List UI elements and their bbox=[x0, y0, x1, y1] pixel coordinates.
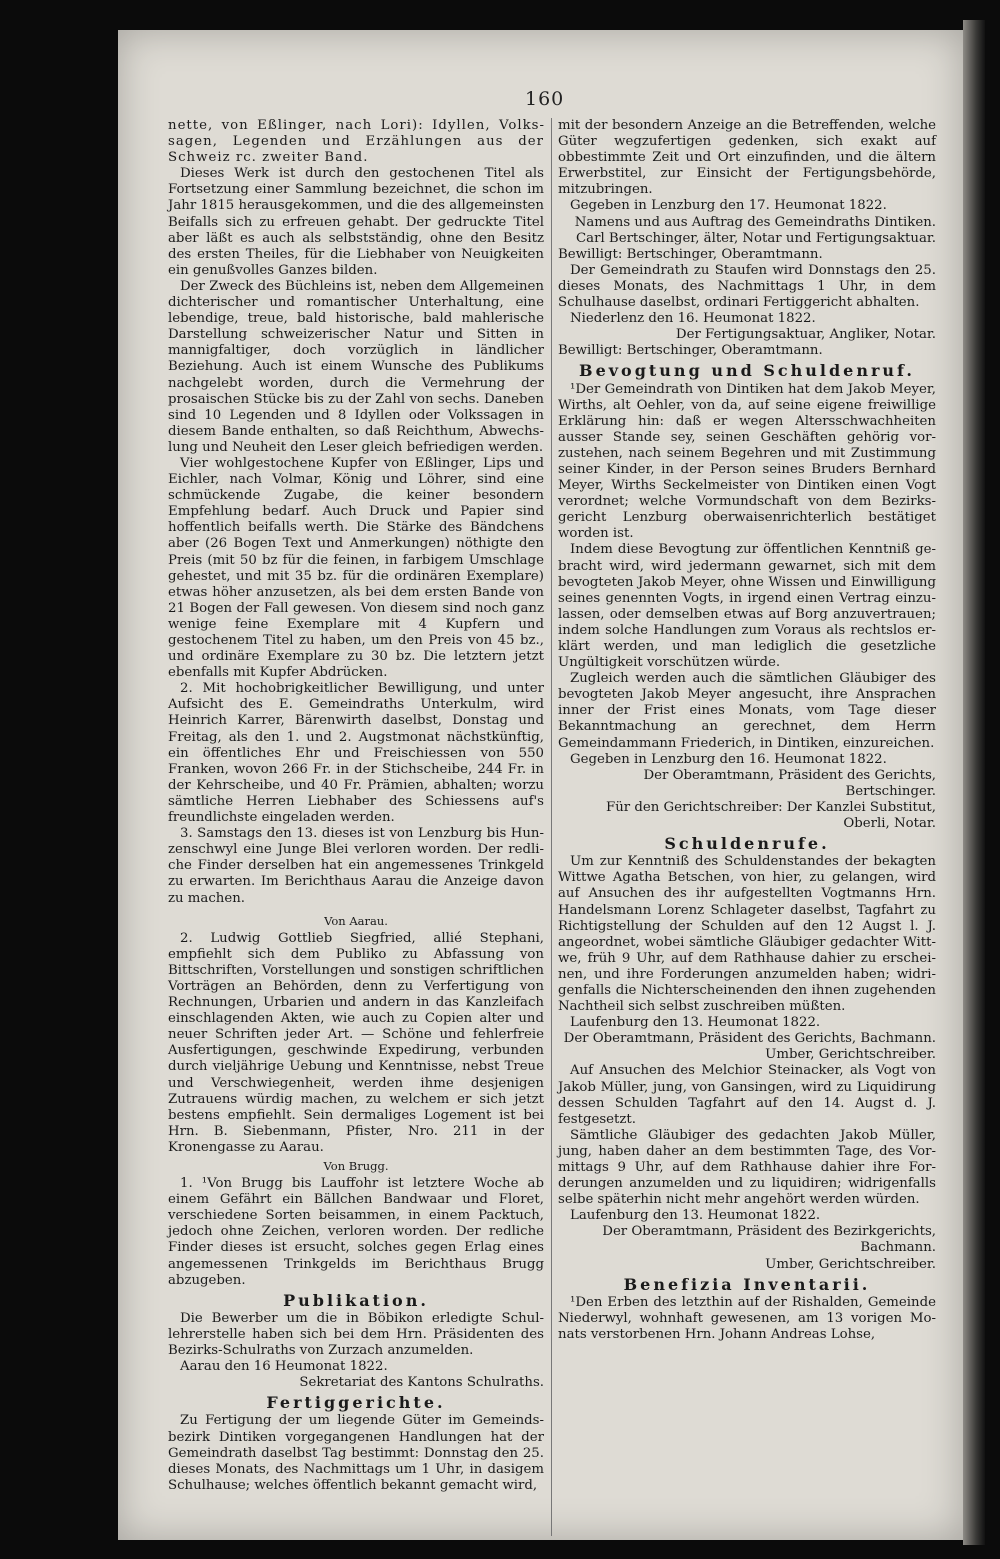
notice-lost-package: 1. ¹Von Brugg bis Lauffohr ist letztere Woche ab einem Gefährt ein Bällchen Bandwaar und Floret, verschiedene Sorten beisammen, in einem Packtuch, jedoch ohne Zeichen, verloren worden. Der redliche Finder dieses ist ersucht, solches gegen Erlag eines angemessenen Trinkgelds im Berichthaus Brugg abzugeben. bbox=[168, 1176, 544, 1288]
paragraph: Zu Fertigung der um liegende Güter im Gemeindsbezirk Dintiken vorgegangenen Handlungen hat der Gemeindrath daselbst Tag bestimmt: Donnstag den 25. dieses Monats, des Nachmittags um 1 Uhr, in dasigem Schulhause; welches öffentlich bekannt gemacht wird, bbox=[168, 1413, 544, 1493]
paragraph: Vier wohlgestochene Kupfer von Eßlinger, Lips und Eichler, nach Volmar, König und Löhrer, sind eine schmückende Zugabe, die keiner besondern Empfehlung bedarf. Auch Druck und Papier sind hoffentlich beifalls werth. Die Stärke des Bändchens aber (26 Bogen Text und Anmerkungen) nöthigte den Preis (mit 50 bz für die feinen, in farbigem Umschlage gehestet, und mit 35 bz. für die ordinären Exemplare) etwas höher anzusetzen, als bei dem ersten Bande von 21 Bogen der Fall gewesen. Von diesem sind noch ganz wenige feine Exemplare mit 4 Kupfern und gestochenem Titel zu haben, um den Preis von 45 bz., und ordinäre Exemplare zu 30 bz. Die letztern jetzt ebenfalls mit Kupfer Abdrücken. bbox=[168, 455, 544, 681]
paragraph: Der Gemeindrath zu Staufen wird Donnstags den 25. dieses Monats, des Nachmittags 1 Uhr, in dem Schulhause daselbst, ordinari Fertiggericht abhalten. bbox=[558, 262, 936, 311]
signature: Für den Gerichtschreiber: Der Kanzlei Substitut, Oberli, Notar. bbox=[606, 799, 936, 832]
paragraph: mit der besondern Anzeige an die Betreffenden, welche Güter wegzufertigen gedenken, sich exakt auf obbestimmte Zeit und Ort einzufinden, und die ältern Erwerbstitel, zur Einsicht der Fertigungsbehörde, mitzubringen. bbox=[558, 118, 936, 198]
heading-benefizia: Benefizia Inventarii. bbox=[623, 1274, 871, 1294]
signature: Carl Bertschinger, älter, Notar und Fertigungsaktuar. bbox=[576, 230, 936, 246]
paragraph: Sämtliche Gläubiger des gedachten Jakob Müller, jung, haben daher an dem bestimmten Tage, des Vormittags 9 Uhr, auf dem Rathhause dahier ihre Forderungen anzumelden und zu liquidiren; widrigenfalls selbe späterhin nicht mehr angehört werden würden. bbox=[558, 1127, 936, 1208]
signature: Der Oberamtmann, Präsident des Bezirkgerichts, Bachmann. bbox=[602, 1224, 936, 1256]
paragraph: Dieses Werk ist durch den gestochenen Titel als Fortsetzung einer Sammlung bezeichnet, die schon im Jahr 1815 herausgekommen, und die des allgemeinsten Beifalls sich zu erfreuen gehabt. Der gedruckte Titel aber läßt es auch als selbstständig, ohne den Besitz des ersten Theiles, für die Liebhaber von Neuigkeiten ein genußvolles Ganzes bilden. bbox=[168, 166, 544, 278]
approval: Bewilligt: Bertschinger, Oberamtmann. bbox=[558, 246, 823, 262]
section-from-brugg: Von Brugg. bbox=[323, 1159, 389, 1173]
paragraph: Die Bewerber um die in Böbikon erledigte Schullehrerstelle haben sich bei dem Hrn. Präsidenten des Bezirks-Schulraths von Zurzach anzumelden. bbox=[168, 1310, 544, 1359]
dateline: Gegeben in Lenzburg den 17. Heumonat 1822. bbox=[570, 198, 887, 214]
dateline: Niederlenz den 16. Heumonat 1822. bbox=[570, 311, 816, 327]
paragraph: Auf Ansuchen des Melchior Steinacker, als Vogt von Jakob Müller, jung, von Gansingen, wird zu Liquidirung dessen Schulden Tagfahrt auf den 14. Augst d. J. festgesetzt. bbox=[558, 1063, 936, 1127]
paragraph: Indem diese Bevogtung zur öffentlichen Kenntniß gebracht wird, wird jedermann gewarnet, sich mit dem bevogteten Jakob Meyer, ohne Wissen und Einwilligung seines genennten Vogts, in irgend einen Vertrag einzulassen, oder demselben etwas auf Borg anzuvertrauen; indem solche Handlungen zum Voraus als rechtslos erklärt werden, und man lediglich die gesetzliche Ungültigkeit vorschützen würde. bbox=[558, 542, 936, 671]
signature: Der Oberamtmann, Präsident des Gerichts, Bertschinger. bbox=[643, 767, 936, 799]
heading-bevogtung: Bevogtung und Schuldenruf. bbox=[579, 361, 915, 381]
column-divider bbox=[551, 118, 552, 1536]
paragraph: ¹Den Erben des letzthin auf der Rishalden, Gemeinde Niederwyl, wohnhaft gewesenen, am 13 vorigen Monats verstorbenen Hrn. Johann Andreas Lohse, bbox=[558, 1294, 936, 1342]
paragraph: Zugleich werden auch die sämtlichen Gläubiger des bevogteten Jakob Meyer angesucht, ihre Ansprachen inner der Frist eines Monats, vom Tage dieser Bekanntmachung an gerechnet, dem Herrn Gemeindammann Friederich, in Dintiken, einzureichen. bbox=[558, 671, 936, 751]
dateline: Gegeben in Lenzburg den 16. Heumonat 1822. bbox=[570, 751, 887, 767]
signature: Der Fertigungsaktuar, Angliker, Notar. bbox=[675, 327, 936, 343]
dateline: Laufenburg den 13. Heumonat 1822. bbox=[570, 1015, 821, 1031]
section-from-aarau: Von Aarau. bbox=[324, 913, 388, 928]
heading-schuldenrufe: Schuldenrufe. bbox=[664, 834, 830, 854]
dateline: Aarau den 16 Heumonat 1822. bbox=[180, 1359, 388, 1375]
left-column bbox=[168, 118, 544, 1494]
signature: Umber, Gerichtschreiber. bbox=[765, 1256, 936, 1272]
book-title: nette, von Eßlinger, nach Lori): Idyllen, Volkssagen, Legenden und Erzählungen aus der Schweiz rc. zweiter Band. bbox=[168, 118, 544, 166]
paragraph: ¹Der Gemeindrath von Dintiken hat dem Jakob Meyer, Wirths, alt Oehler, von da, auf seine eigene freiwillige Erklärung hin: daß er wegen Altersschwachheiten ausser Stande sey, seinen Geschäften gehörig vorzustehen, nach seinem Begehren und mit Zustimmung seiner Kinder, in der Person seines Bruders Bernhard Meyer, Wirths Seckelmeister von Dintiken einen Vogt verordnet; welche Vormundschaft von dem Bezirksgericht Lenzburg oberwaisenrichterlich bestätiget worden ist. bbox=[558, 381, 936, 542]
page-number: 160 bbox=[525, 88, 565, 110]
signature: Sekretariat des Kantons Schulraths. bbox=[299, 1375, 544, 1391]
paragraph: Der Zweck des Büchleins ist, neben dem Allgemeinen dichterischer und romantischer Unterhaltung, eine lebendige, treue, bald historische, bald mahlerische Darstellung schweizerischer Natur und Sitten in mannigfaltiger, doch vorzüglich in ländlicher Beziehung. Auch ist einem Wunsche des Publikums nachgelebt worden, durch die Vermehrung der prosaischen Stücke bis zu der Zahl von sechs. Daneben sind 10 Legenden und 8 Idyllen oder Volkssagen in diesem Bande enthalten, so daß Reichthum, Abwechslung und Neuheit den Leser gleich befriedigen werden. bbox=[168, 278, 544, 455]
approval: Bewilligt: Bertschinger, Oberamtmann. bbox=[558, 343, 823, 359]
signature: Umber, Gerichtschreiber. bbox=[765, 1047, 936, 1063]
paragraph: Um zur Kenntniß des Schuldenstandes der bekagten Wittwe Agatha Betschen, von hier, zu gelangen, wird auf Ansuchen des ihr aufgestellten Vogtmanns Hrn. Handelsmann Lorenz Schlageter daselbst, Tagfahrt zu Richtigstellung der Schulden auf den 12 Augst l. J. angeordnet, wobei sämtliche Gläubiger gedachter Wittwe, früh 9 Uhr, auf dem Rathhause dahier zu erscheinen, und ihre Forderungen anzumelden haben; widrigenfalls die Nichterscheinenden den ihnen zugehenden Nachtheil sich selbst zuschreiben müßten. bbox=[558, 854, 936, 1015]
notice-lost-lead: 3. Samstags den 13. dieses ist von Lenzburg bis Hunzenschwyl eine Junge Blei verloren worden. Der redliche Finder derselben hat ein angemessenes Trinkgeld zu erwarten. Im Berichthaus Aarau die Anzeige davon zu machen. bbox=[168, 826, 544, 906]
signature: Namens und aus Auftrag des Gemeindraths Dintiken. bbox=[574, 214, 936, 230]
page-edge bbox=[963, 20, 985, 1545]
dateline: Laufenburg den 13. Heumonat 1822. bbox=[570, 1208, 821, 1224]
notice-schiessen: 2. Mit hochobrigkeitlicher Bewilligung, und unter Aufsicht des E. Gemeindraths Unterkulm, wird Heinrich Karrer, Bärenwirth daselbst, Donstag und Freitag, als den 1. und 2. Augstmonat nächstkünftig, ein öffentliches Ehr und Freischiessen von 550 Franken, wovon 266 Fr. in der Stichscheibe, 244 Fr. in der Kehrscheibe, und 40 Fr. Prämien, abhalten; worzu sämtliche Herren Liebhaber des Schiessens auf's freundlichste eingeladen werden. bbox=[168, 681, 544, 826]
right-column bbox=[558, 118, 936, 1343]
signature: Der Oberamtmann, Präsident des Gerichts, Bachmann. bbox=[563, 1031, 936, 1047]
heading-publikation: Publikation. bbox=[283, 1290, 429, 1310]
notice-siegfried: 2. Ludwig Gottlieb Siegfried, allié Stephani, empfiehlt sich dem Publiko zu Abfassung von Bittschriften, Vorstellungen und sonstigen schriftlichen Vorträgen an Behörden, denn zu Verfertigung von Rechnungen, Urbarien und andern in das Kanzleifach einschlagenden Akten, wie auch zu Copien alter und neuer Schriften jeder Art. — Schöne und fehlerfreie Ausfertigungen, geschwinde Expedirung, verbunden durch vieljährige Uebung und Kenntnisse, nebst Treue und Verschwiegenheit, werden ihme desjenigen Zutrauens würdig machen, zu welchem er sich jetzt bestens empfiehlt. Sein dermaliges Logement ist bei Hrn. B. Siebenmann, Pfister, Nro. 211 in der Kronengasse zu Aarau. bbox=[168, 930, 544, 1155]
heading-fertiggerichte: Fertiggerichte. bbox=[266, 1393, 446, 1413]
